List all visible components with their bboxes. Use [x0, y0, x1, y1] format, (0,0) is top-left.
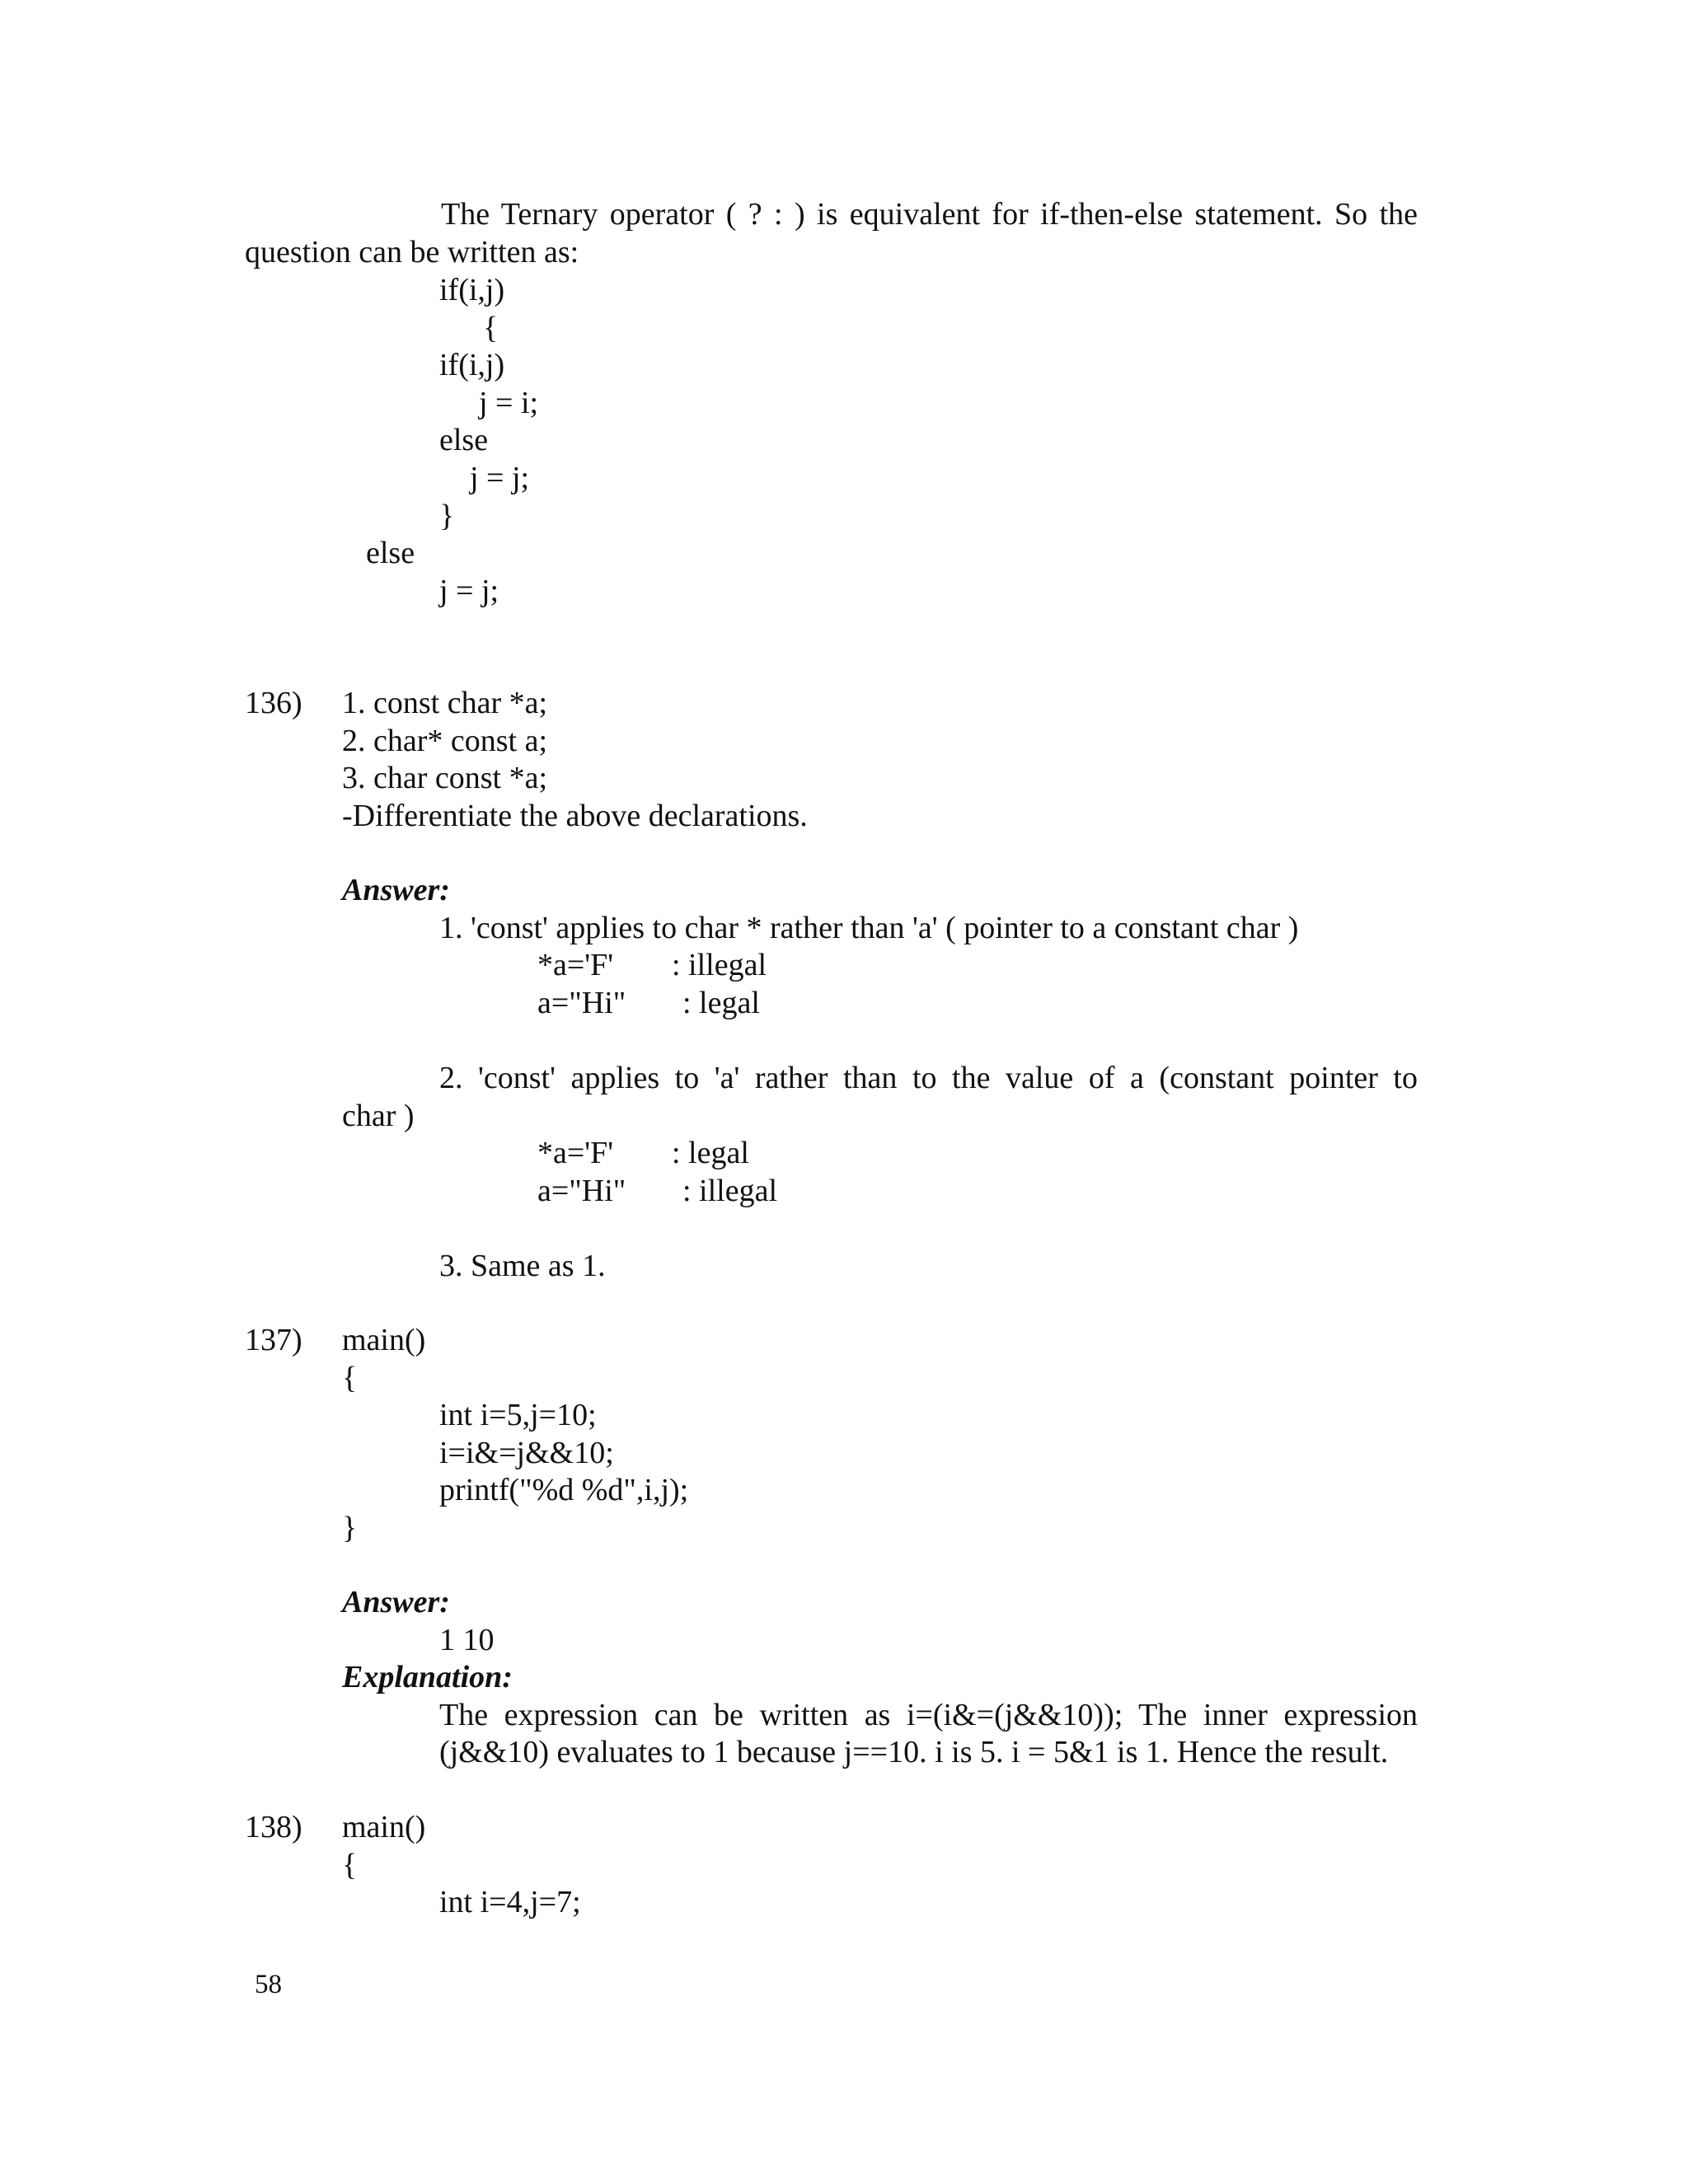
code-result: : illegal — [682, 1174, 778, 1208]
code-expr: *a='F' — [537, 948, 614, 982]
explanation-line: The expression can be written as i=(i&=(j&&10)); The inner expression — [439, 1698, 1418, 1732]
code-line: { — [342, 1848, 358, 1882]
code-line: } — [342, 1511, 358, 1545]
answer-label: Answer: — [342, 873, 450, 907]
code-result: : legal — [672, 1136, 749, 1170]
code-line: j = j; — [470, 461, 530, 495]
code-line: i=i&=j&&10; — [439, 1436, 614, 1470]
code-expr: a="Hi" — [537, 986, 626, 1020]
answer-value: 1 10 — [439, 1623, 495, 1657]
code-line: else — [366, 536, 415, 570]
code-line: else — [439, 423, 489, 457]
code-line: } — [439, 499, 455, 533]
question-line: 2. char* const a; — [342, 724, 548, 758]
code-line: if(i,j) — [439, 273, 505, 307]
explanation-label: Explanation: — [342, 1660, 513, 1694]
code-line: printf("%d %d",i,j); — [439, 1473, 689, 1507]
question-line: 1. const char *a; — [342, 686, 548, 720]
intro-line-1: The Ternary operator ( ? : ) is equivalent for if-then-else statement. So the — [441, 197, 1418, 232]
question-number: 136) — [245, 686, 302, 720]
code-line: if(i,j) — [439, 348, 505, 382]
code-line: int i=4,j=7; — [439, 1885, 581, 1919]
code-expr: a="Hi" — [537, 1174, 626, 1208]
code-line: int i=5,j=10; — [439, 1398, 597, 1432]
question-number: 137) — [245, 1323, 302, 1357]
code-result: : legal — [682, 986, 760, 1020]
code-line: { — [342, 1361, 358, 1395]
answer-line: 2. 'const' applies to 'a' rather than to the value of a (constant pointer to — [439, 1061, 1418, 1095]
answer-line: 3. Same as 1. — [439, 1249, 606, 1283]
code-line: j = j; — [439, 574, 499, 608]
code-line: main() — [342, 1323, 426, 1357]
question-line: 3. char const *a; — [342, 761, 548, 795]
code-result: : illegal — [672, 948, 767, 982]
explanation-line: (j&&10) evaluates to 1 because j==10. i is 5. i = 5&1 is 1. Hence the result. — [439, 1735, 1389, 1769]
code-line: j = i; — [479, 386, 539, 420]
question-line: -Differentiate the above declarations. — [342, 799, 808, 833]
code-line: { — [483, 311, 499, 345]
page-number: 58 — [255, 1970, 282, 1999]
answer-label: Answer: — [342, 1585, 450, 1619]
answer-line: 1. 'const' applies to char * rather than 'a' ( pointer to a constant char ) — [439, 911, 1299, 945]
question-number: 138) — [245, 1810, 302, 1844]
intro-line-2: question can be written as: — [245, 235, 579, 269]
code-line: main() — [342, 1810, 426, 1844]
answer-line: char ) — [342, 1099, 415, 1133]
code-expr: *a='F' — [537, 1136, 614, 1170]
